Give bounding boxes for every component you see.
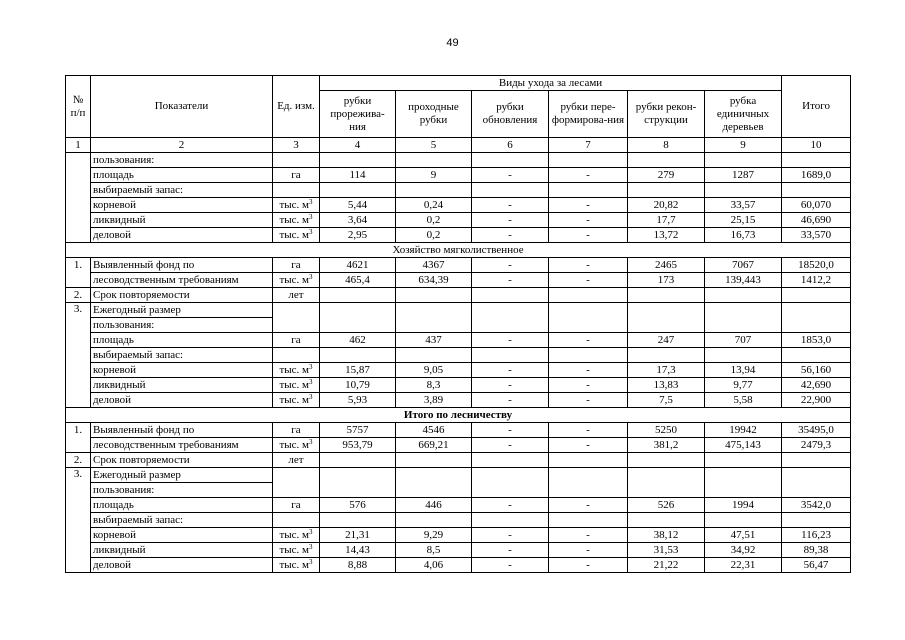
value-cell: 22,31: [705, 558, 782, 573]
value-cell: 173: [628, 273, 705, 288]
value-cell: 465,4: [320, 273, 396, 288]
label-cell: площадь: [91, 168, 273, 183]
page-number: 49: [446, 37, 459, 49]
value-cell: 1689,0: [782, 168, 851, 183]
table-row: [66, 333, 851, 348]
label-cell: Ежегодный размер: [91, 303, 273, 318]
label-cell: деловой: [91, 558, 273, 573]
label-cell: ликвидный: [91, 543, 273, 558]
value-cell: 9,05: [396, 363, 472, 378]
value-cell: 15,87: [320, 363, 396, 378]
value-cell: 0,24: [396, 198, 472, 213]
unit-cell: тыс. $м^3$: [273, 543, 320, 558]
label-cell: корневой: [91, 363, 273, 378]
label-cell: корневой: [91, 198, 273, 213]
value-cell: 4546: [396, 423, 472, 438]
value-cell: 8,3: [396, 378, 472, 393]
num-cell: 2.: [66, 453, 91, 468]
value-cell: 462: [320, 333, 396, 348]
value-cell: 25,15: [705, 213, 782, 228]
value-cell: 381,2: [628, 438, 705, 453]
value-cell: -: [472, 438, 549, 453]
table-row: [66, 528, 851, 543]
header-col-passage: проходные рубки: [396, 91, 472, 138]
label-cell: Срок повторяемости: [91, 288, 273, 303]
value-cell: 7067: [705, 258, 782, 273]
value-cell: 634,39: [396, 273, 472, 288]
header-col-renewal: рубки обновления: [472, 91, 549, 138]
label-cell: пользования:: [91, 318, 273, 333]
index-cell: 4: [320, 138, 396, 153]
value-cell: 1287: [705, 168, 782, 183]
value-cell: 953,79: [320, 438, 396, 453]
table-row: [66, 558, 851, 573]
value-cell: 2465: [628, 258, 705, 273]
value-cell: 13,72: [628, 228, 705, 243]
table-row: [66, 183, 851, 198]
value-cell: 13,83: [628, 378, 705, 393]
value-cell: 5250: [628, 423, 705, 438]
value-cell: 8,5: [396, 543, 472, 558]
value-cell: 4621: [320, 258, 396, 273]
value-cell: 3542,0: [782, 498, 851, 513]
num-cell: 1.: [66, 423, 91, 438]
value-cell: -: [549, 168, 628, 183]
value-cell: 46,690: [782, 213, 851, 228]
table-row: [66, 363, 851, 378]
unit-cell: тыс. $м^3$: [273, 198, 320, 213]
value-cell: 5,58: [705, 393, 782, 408]
value-cell: 31,53: [628, 543, 705, 558]
index-cell: 7: [549, 138, 628, 153]
unit-cell: лет: [273, 288, 320, 303]
index-cell: 8: [628, 138, 705, 153]
unit-cell: тыс. $м^3$: [273, 438, 320, 453]
table-row: [66, 303, 851, 318]
value-cell: -: [549, 543, 628, 558]
value-cell: 60,070: [782, 198, 851, 213]
value-cell: 21,22: [628, 558, 705, 573]
value-cell: -: [472, 498, 549, 513]
value-cell: 1412,2: [782, 273, 851, 288]
label-cell: площадь: [91, 498, 273, 513]
value-cell: -: [549, 498, 628, 513]
table-row: [66, 318, 851, 333]
header-col-single-trees: рубка единичных деревьев: [705, 91, 782, 138]
value-cell: -: [549, 378, 628, 393]
value-cell: 2479,3: [782, 438, 851, 453]
label-cell: выбираемый запас:: [91, 348, 273, 363]
value-cell: 38,12: [628, 528, 705, 543]
num-cell: 1.: [66, 258, 91, 273]
value-cell: 0,2: [396, 213, 472, 228]
value-cell: 279: [628, 168, 705, 183]
label-cell: ликвидный: [91, 213, 273, 228]
forest-care-table: [65, 75, 851, 573]
value-cell: 669,21: [396, 438, 472, 453]
label-cell: деловой: [91, 228, 273, 243]
value-cell: 9,77: [705, 378, 782, 393]
label-cell: площадь: [91, 333, 273, 348]
value-cell: 0,2: [396, 228, 472, 243]
value-cell: 475,143: [705, 438, 782, 453]
section-header-row: [66, 408, 851, 423]
value-cell: -: [549, 423, 628, 438]
value-cell: -: [549, 273, 628, 288]
index-cell: 10: [782, 138, 851, 153]
index-cell: 1: [66, 138, 91, 153]
value-cell: 2,95: [320, 228, 396, 243]
unit-cell: тыс. $м^3$: [273, 558, 320, 573]
value-cell: 5,93: [320, 393, 396, 408]
value-cell: -: [472, 213, 549, 228]
section-title-total: Итого по лесничеству: [66, 408, 851, 423]
value-cell: 437: [396, 333, 472, 348]
value-cell: -: [549, 438, 628, 453]
header-index-row: [66, 138, 851, 153]
value-cell: -: [472, 333, 549, 348]
value-cell: 33,570: [782, 228, 851, 243]
unit-cell: тыс. $м^3$: [273, 528, 320, 543]
table-row: [66, 348, 851, 363]
header-col-reconstruction: рубки рекон-струкции: [628, 91, 705, 138]
value-cell: -: [549, 198, 628, 213]
value-cell: -: [472, 198, 549, 213]
table-row: [66, 228, 851, 243]
table-row: [66, 423, 851, 438]
value-cell: 10,79: [320, 378, 396, 393]
value-cell: 116,23: [782, 528, 851, 543]
value-cell: 1853,0: [782, 333, 851, 348]
value-cell: 47,51: [705, 528, 782, 543]
label-cell: деловой: [91, 393, 273, 408]
section-header-row: [66, 243, 851, 258]
value-cell: -: [472, 228, 549, 243]
unit-cell: га: [273, 168, 320, 183]
value-cell: 4,06: [396, 558, 472, 573]
label-cell: Выявленный фонд по: [91, 258, 273, 273]
table-row: [66, 198, 851, 213]
table-row: [66, 438, 851, 453]
table-row: [66, 378, 851, 393]
unit-cell: га: [273, 258, 320, 273]
value-cell: -: [472, 258, 549, 273]
table-row: [66, 153, 851, 168]
num-cell: 3.: [66, 303, 91, 408]
index-cell: 2: [91, 138, 273, 153]
value-cell: 17,7: [628, 213, 705, 228]
index-cell: 3: [273, 138, 320, 153]
value-cell: -: [549, 333, 628, 348]
label-cell: выбираемый запас:: [91, 183, 273, 198]
value-cell: 3,89: [396, 393, 472, 408]
value-cell: 19942: [705, 423, 782, 438]
index-cell: 6: [472, 138, 549, 153]
value-cell: -: [472, 168, 549, 183]
value-cell: 247: [628, 333, 705, 348]
unit-cell: тыс. $м^3$: [273, 273, 320, 288]
unit-cell: тыс. $м^3$: [273, 213, 320, 228]
header-col-thinning: рубки прорежива-ния: [320, 91, 396, 138]
value-cell: -: [549, 213, 628, 228]
label-cell: лесоводственным требованиям: [91, 273, 273, 288]
value-cell: 22,900: [782, 393, 851, 408]
unit-cell: га: [273, 498, 320, 513]
table-row: [66, 543, 851, 558]
unit-cell: га: [273, 333, 320, 348]
header-unit: Ед. изм.: [273, 76, 320, 138]
value-cell: 446: [396, 498, 472, 513]
table-row: [66, 453, 851, 468]
value-cell: -: [472, 273, 549, 288]
value-cell: 35495,0: [782, 423, 851, 438]
value-cell: 33,57: [705, 198, 782, 213]
value-cell: 3,64: [320, 213, 396, 228]
label-cell: корневой: [91, 528, 273, 543]
value-cell: -: [472, 393, 549, 408]
unit-cell: тыс. $м^3$: [273, 378, 320, 393]
unit-cell: тыс. $м^3$: [273, 228, 320, 243]
value-cell: -: [472, 528, 549, 543]
value-cell: 139,443: [705, 273, 782, 288]
unit-cell: тыс. $м^3$: [273, 363, 320, 378]
value-cell: 56,160: [782, 363, 851, 378]
value-cell: -: [549, 258, 628, 273]
table-row: [66, 288, 851, 303]
value-cell: 526: [628, 498, 705, 513]
unit-cell: тыс. $м^3$: [273, 393, 320, 408]
table-row: [66, 513, 851, 528]
index-cell: 9: [705, 138, 782, 153]
table-row: [66, 168, 851, 183]
table-row: [66, 393, 851, 408]
num-cell: [66, 153, 91, 243]
label-cell: пользования:: [91, 483, 273, 498]
label-cell: ликвидный: [91, 378, 273, 393]
table-row: [66, 483, 851, 498]
value-cell: 14,43: [320, 543, 396, 558]
label-cell: пользования:: [91, 153, 273, 168]
header-group: Виды ухода за лесами: [320, 76, 782, 91]
value-cell: 9,29: [396, 528, 472, 543]
label-cell: Ежегодный размер: [91, 468, 273, 483]
header-col-reformation: рубки пере-формирова-ния: [549, 91, 628, 138]
value-cell: 56,47: [782, 558, 851, 573]
label-cell: лесоводственным требованиям: [91, 438, 273, 453]
label-cell: Выявленный фонд по: [91, 423, 273, 438]
header-total: Итого: [782, 76, 851, 138]
num-cell: 2.: [66, 288, 91, 303]
table-row: [66, 213, 851, 228]
table-row: [66, 258, 851, 273]
value-cell: -: [549, 228, 628, 243]
unit-cell: лет: [273, 453, 320, 468]
header-indicator: Показатели: [91, 76, 273, 138]
value-cell: 9: [396, 168, 472, 183]
unit-cell: га: [273, 423, 320, 438]
value-cell: 1994: [705, 498, 782, 513]
value-cell: 17,3: [628, 363, 705, 378]
value-cell: 89,38: [782, 543, 851, 558]
label-cell: Срок повторяемости: [91, 453, 273, 468]
table-row: [66, 468, 851, 483]
value-cell: 20,82: [628, 198, 705, 213]
header-num: № п/п: [66, 76, 91, 138]
value-cell: -: [549, 558, 628, 573]
label-cell: выбираемый запас:: [91, 513, 273, 528]
value-cell: 42,690: [782, 378, 851, 393]
value-cell: 4367: [396, 258, 472, 273]
index-cell: 5: [396, 138, 472, 153]
num-cell: 3.: [66, 468, 91, 573]
value-cell: 7,5: [628, 393, 705, 408]
value-cell: -: [472, 363, 549, 378]
value-cell: -: [472, 543, 549, 558]
value-cell: 114: [320, 168, 396, 183]
value-cell: 5757: [320, 423, 396, 438]
value-cell: 16,73: [705, 228, 782, 243]
value-cell: 13,94: [705, 363, 782, 378]
value-cell: -: [549, 363, 628, 378]
value-cell: 5,44: [320, 198, 396, 213]
value-cell: -: [549, 393, 628, 408]
value-cell: 18520,0: [782, 258, 851, 273]
section-title-soft: Хозяйство мягколиственное: [66, 243, 851, 258]
table-row: [66, 498, 851, 513]
value-cell: -: [472, 378, 549, 393]
value-cell: -: [549, 528, 628, 543]
table-row: [66, 273, 851, 288]
value-cell: 707: [705, 333, 782, 348]
value-cell: 21,31: [320, 528, 396, 543]
value-cell: 576: [320, 498, 396, 513]
value-cell: 34,92: [705, 543, 782, 558]
value-cell: -: [472, 558, 549, 573]
value-cell: 8,88: [320, 558, 396, 573]
value-cell: -: [472, 423, 549, 438]
